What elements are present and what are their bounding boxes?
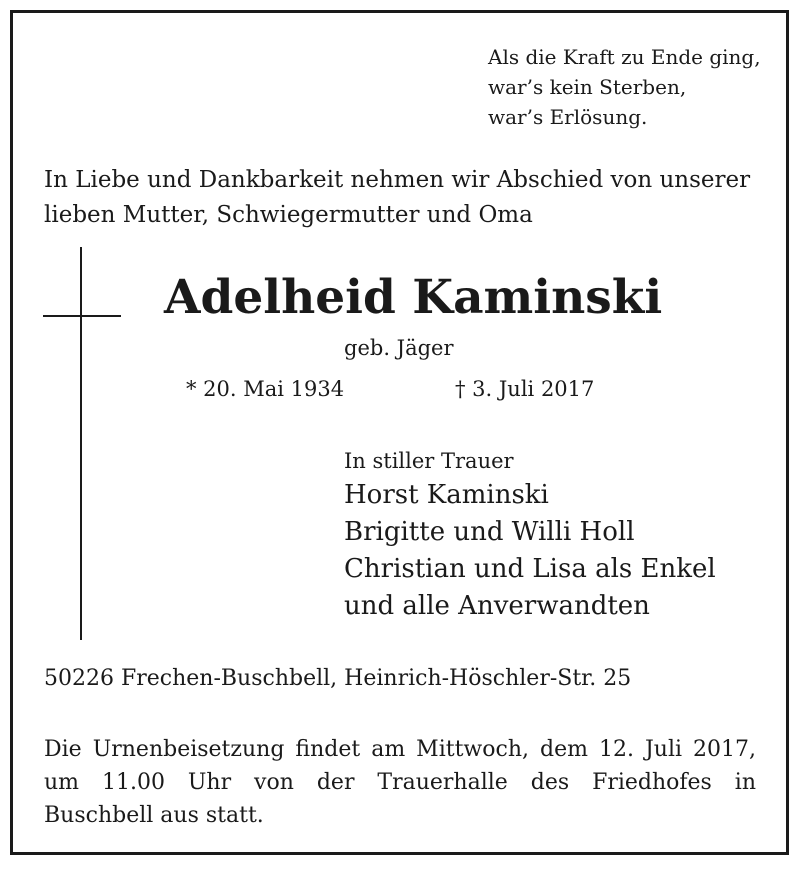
motto-verse — [488, 42, 761, 132]
burial-notice — [44, 733, 756, 832]
mourning-label: In stiller Trauer — [344, 449, 514, 473]
intro-line: In Liebe und Dankbarkeit nehmen wir Abschied von unserer — [44, 167, 751, 193]
family-address: 50226 Frechen-Buschbell, Heinrich-Höschler-Str. 25 — [44, 666, 632, 691]
cross-icon-vertical — [80, 247, 82, 640]
motto-line: war’s Erlösung. — [488, 105, 648, 129]
mourners-list — [344, 477, 716, 625]
burial-line: Buschbell aus statt. — [44, 803, 264, 828]
cross-icon-horizontal — [43, 315, 121, 317]
intro-line: lieben Mutter, Schwiegermutter und Oma — [44, 202, 533, 228]
mourner-name: Horst Kaminski — [344, 480, 549, 510]
mourner-name: Christian und Lisa als Enkel — [344, 554, 716, 584]
mourner-name: Brigitte und Willi Holl — [344, 517, 635, 547]
deceased-name: Adelheid Kaminski — [164, 270, 663, 325]
maiden-name: geb. Jäger — [344, 336, 454, 360]
burial-line: um 11.00 Uhr von der Trauerhalle des Friedhofes in — [44, 770, 756, 795]
intro-text — [44, 163, 750, 233]
burial-line: Die Urnenbeisetzung findet am Mittwoch, dem 12. Juli 2017, — [44, 737, 756, 762]
motto-line: Als die Kraft zu Ende ging, — [488, 45, 761, 69]
notice-border — [10, 10, 789, 855]
birth-date: * 20. Mai 1934 — [186, 377, 345, 401]
motto-line: war’s kein Sterben, — [488, 75, 687, 99]
death-date: † 3. Juli 2017 — [455, 377, 595, 401]
mourner-name: und alle Anverwandten — [344, 591, 650, 621]
